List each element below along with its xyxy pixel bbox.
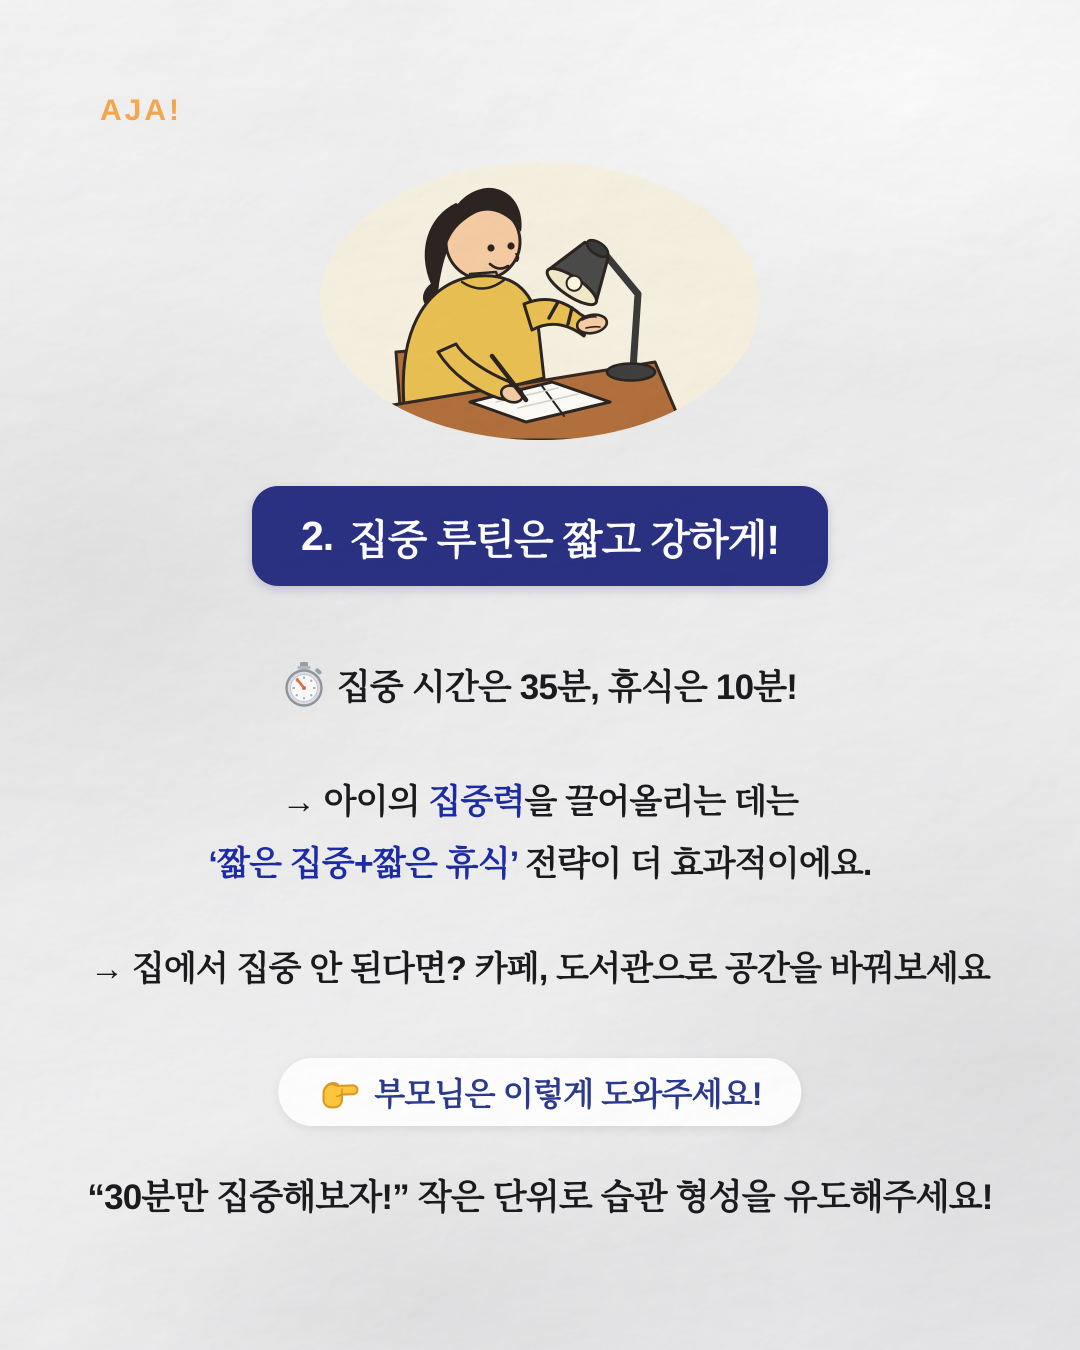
point1-line2-part2: 전략이 더 효과적이에요. [517, 845, 872, 883]
point2-line: → 집에서 집중 안 된다면? 카페, 도서관으로 공간을 바꿔보세요 [89, 950, 991, 988]
section-title: 집중 루틴은 짧고 강하게! [349, 516, 780, 563]
point1-line1-part3: 을 끌어올리는 데는 [524, 783, 799, 821]
point1-line2-highlight: ‘짧은 집중+짧은 휴식’ [208, 845, 518, 883]
pointing-finger-icon [318, 1071, 360, 1113]
timer-line [0, 660, 1080, 710]
point1-line1-part1: → 아이의 [281, 783, 429, 821]
parent-tip-text: 부모님은 이렇게 도와주세요! [374, 1076, 762, 1112]
closing-line: “30분만 집중해보자!” 작은 단위로 습관 형성을 유도해주세요! [87, 1178, 993, 1217]
brand-logo: AJA! [100, 94, 183, 127]
section-title-banner [252, 486, 828, 586]
stopwatch-icon [283, 661, 325, 709]
point1-line1-highlight: 집중력 [428, 783, 525, 821]
hero-illustration [320, 162, 760, 440]
section-number: 2. [300, 512, 334, 559]
parent-tip-pill [278, 1058, 801, 1126]
studying-illustration [320, 162, 760, 440]
timer-text: 집중 시간은 35분, 휴식은 10분! [336, 668, 798, 707]
point1-line2 [0, 836, 1080, 885]
point1-line1 [0, 774, 1080, 823]
